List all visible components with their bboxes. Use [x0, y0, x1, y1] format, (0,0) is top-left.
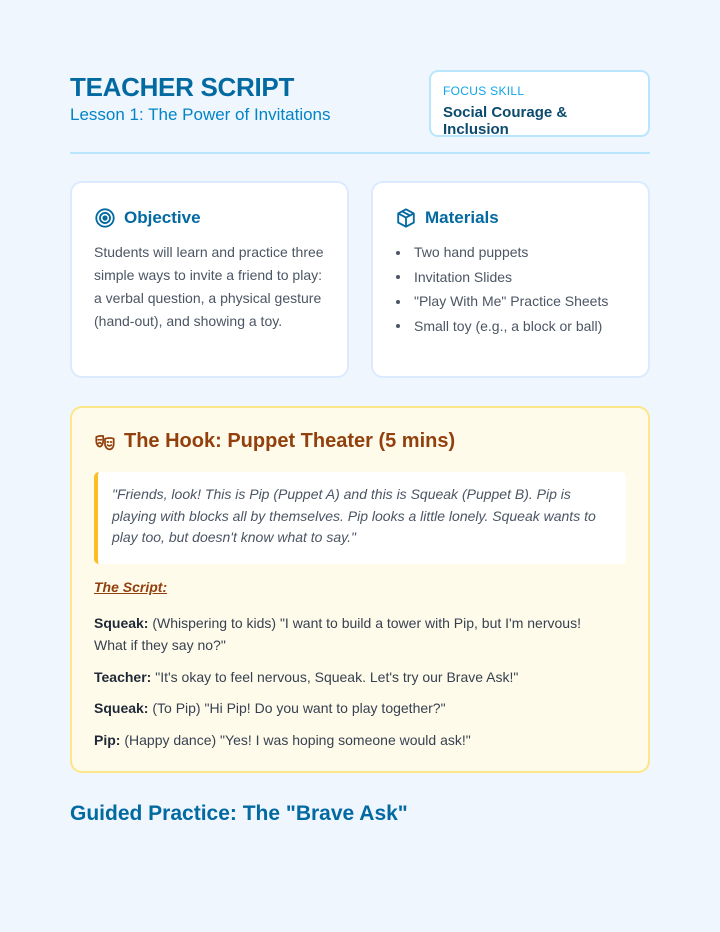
speaker-name: Squeak:: [94, 700, 149, 716]
list-item: Two hand puppets: [395, 240, 608, 265]
page-header: [70, 70, 650, 140]
script-label: The Script:: [94, 579, 168, 595]
materials-heading: [395, 207, 499, 229]
focus-skill-label: FOCUS SKILL: [443, 84, 525, 98]
guided-practice-heading: Guided Practice: The "Brave Ask": [70, 802, 408, 825]
speaker-text: "It's okay to feel nervous, Squeak. Let's try our Brave Ask!": [155, 669, 519, 685]
materials-list: [395, 240, 608, 338]
hook-quote: "Friends, look! This is Pip (Puppet A) and this is Squeak (Puppet B). Pip is playing with blocks all by themselves. Pip looks a little lonely. Squeak wants to play too, but doesn't know what to say.": [94, 472, 626, 564]
speaker-text: (Whispering to kids) "I want to build a tower with Pip, but I'm nervous! What if they say no?": [94, 615, 581, 653]
script-line: [94, 666, 614, 688]
hook-title: The Hook: Puppet Theater (5 mins): [124, 430, 456, 452]
header-divider: [70, 152, 650, 154]
hook-heading: [94, 430, 455, 453]
list-item: Small toy (e.g., a block or ball): [395, 314, 608, 339]
speaker-name: Pip:: [94, 732, 121, 748]
script-line: [94, 612, 614, 656]
speaker-name: Teacher:: [94, 669, 152, 685]
speaker-name: Squeak:: [94, 615, 149, 631]
objective-heading: [94, 207, 201, 229]
materials-title: Materials: [425, 208, 499, 227]
list-item: Invitation Slides: [395, 265, 608, 290]
lesson-subtitle: Lesson 1: The Power of Invitations: [70, 105, 331, 124]
speaker-text: (Happy dance) "Yes! I was hoping someone would ask!": [124, 732, 471, 748]
speaker-text: (To Pip) "Hi Pip! Do you want to play together?": [152, 700, 446, 716]
objective-card: [70, 181, 349, 378]
objective-title: Objective: [124, 208, 201, 227]
focus-skill-box: [429, 70, 650, 137]
materials-card: [371, 181, 650, 378]
box-icon: [395, 207, 417, 229]
objective-text: Students will learn and practice three simple ways to invite a friend to play: a verbal question, a physical gesture (hand-out), and showing a toy.: [94, 244, 324, 329]
focus-skill-value: Social Courage & Inclusion: [443, 104, 568, 138]
theater-masks-icon: [94, 431, 116, 453]
hook-card: [70, 406, 650, 773]
script-line: [94, 729, 614, 751]
list-item: "Play With Me" Practice Sheets: [395, 289, 608, 314]
target-icon: [94, 207, 116, 229]
page-title: TEACHER SCRIPT: [70, 72, 295, 102]
script-line: [94, 697, 614, 719]
